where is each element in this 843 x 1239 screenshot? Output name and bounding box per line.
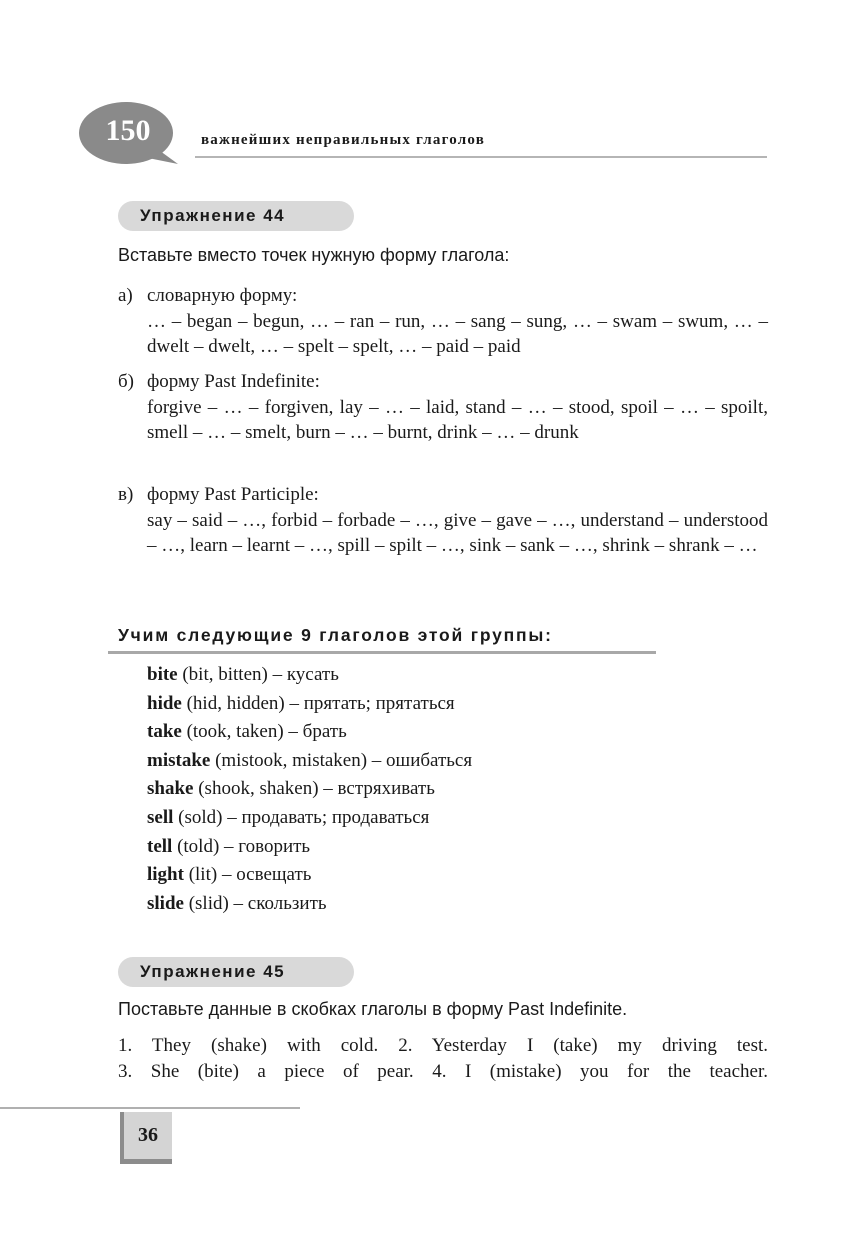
verb-forms: (hid, hidden) – прятать; прятаться	[181, 692, 455, 714]
exercise-44-instruction: Вставьте вместо точек нужную форму глагола:	[118, 245, 510, 265]
item-marker: б)	[118, 371, 134, 392]
exercise-44-item-a	[118, 283, 768, 360]
verb-row	[147, 690, 472, 719]
exercise-45-instruction: Поставьте данные в скобках глаголы в форму Past Indefinite.	[118, 999, 628, 1019]
badge-number: 150	[105, 114, 151, 147]
item-body: say – said – …, forbid – forbade – …, give – gave – …, understand – understood – …, learn – learnt – …, spill – spilt – …, sink – sank – …, shrink – shrank – …	[147, 509, 768, 556]
verb-word: take	[147, 721, 182, 743]
verb-row	[147, 804, 472, 833]
page-number-box	[120, 1112, 172, 1164]
verb-word: bite	[147, 664, 178, 685]
verb-word: shake	[147, 778, 194, 800]
verb-word: mistake	[147, 749, 211, 771]
verb-word: sell	[147, 806, 174, 828]
verb-row	[147, 861, 472, 890]
page-number: 36	[124, 1112, 172, 1159]
exercise-45-text	[118, 1033, 768, 1085]
verb-word: hide	[147, 692, 182, 714]
verb-word: light	[147, 864, 184, 886]
item-marker: а)	[118, 285, 133, 306]
verb-forms: (bit, bitten) – кусать	[177, 664, 339, 685]
verb-row	[147, 890, 472, 919]
verb-forms: (lit) – освещать	[183, 864, 312, 886]
item-marker: в)	[118, 484, 134, 505]
item-heading: форму Past Indefinite:	[147, 371, 320, 392]
verb-row	[147, 775, 472, 804]
verb-forms: (slid) – скользить	[183, 892, 327, 914]
verb-list	[147, 661, 472, 918]
exercise-line: 3. She (bite) a piece of pear. 4. I (mistake) you for the teacher.	[118, 1061, 768, 1082]
verb-row	[147, 833, 472, 862]
learn-section-divider	[108, 651, 656, 654]
verb-word: slide	[147, 892, 184, 914]
verb-forms: (told) – говорить	[172, 835, 311, 857]
footer-divider	[0, 1107, 300, 1109]
verb-forms: (shook, shaken) – встряхивать	[193, 778, 435, 800]
verb-word: tell	[147, 835, 173, 857]
verb-forms: (sold) – продавать; продаваться	[173, 806, 430, 828]
learn-section-title: Учим следующие 9 глаголов этой группы:	[118, 625, 553, 645]
header-badge	[78, 100, 178, 168]
item-heading: словарную форму:	[147, 285, 298, 306]
verb-row	[147, 718, 472, 747]
verb-row	[147, 747, 472, 776]
exercise-line: 1. They (shake) with cold. 2. Yesterday I (take) my driving test.	[118, 1035, 768, 1056]
exercise-44-item-b	[118, 369, 768, 446]
exercise-45-label: Упражнение 45	[118, 957, 354, 987]
item-body: … – began – begun, … – ran – run, … – sang – sung, … – swam – swum, … – dwelt – dwelt, … – spelt – spelt, … – paid – paid	[147, 310, 768, 357]
exercise-44-label: Упражнение 44	[118, 201, 354, 231]
item-body: forgive – … – forgiven, lay – … – laid, stand – … – stood, spoil – … – spoilt, smell – … – smelt, burn – … – burnt, drink – … – drunk	[147, 396, 768, 443]
verb-row	[147, 661, 472, 690]
verb-forms: (mistook, mistaken) – ошибаться	[210, 749, 473, 771]
header-title: важнейших неправильных глаголов	[201, 132, 486, 148]
verb-forms: (took, taken) – брать	[181, 721, 347, 743]
item-heading: форму Past Participle:	[147, 484, 319, 505]
exercise-44-item-c	[118, 482, 768, 559]
header-divider	[195, 156, 767, 158]
